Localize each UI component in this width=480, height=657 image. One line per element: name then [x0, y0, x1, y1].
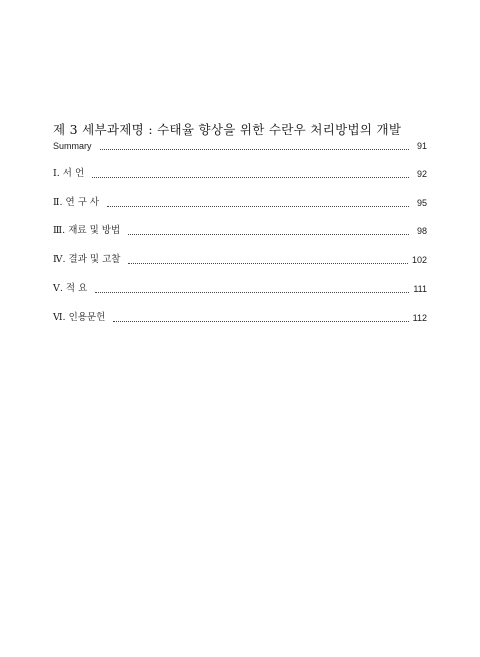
toc-entry-label: Ⅲ. 재료 및 방법: [53, 225, 121, 236]
dot-leader: [92, 177, 409, 178]
toc-entry-page: 92: [416, 169, 427, 179]
toc-entry-page: 91: [416, 141, 427, 151]
toc-entry-literature-review: [53, 196, 427, 210]
toc-entry-label: Ⅵ. 인용문헌: [53, 312, 106, 323]
dot-leader: [107, 206, 409, 207]
toc-entry-label: Summary: [53, 141, 92, 151]
toc-entry-page: 95: [416, 198, 427, 208]
dot-leader: [113, 321, 408, 322]
toc-entry-page: 111: [413, 284, 427, 294]
subproject-title: 제 3 세부과제명 : 수태율 향상을 위한 수란우 처리방법의 개발: [53, 122, 402, 137]
toc-entry-introduction: [53, 167, 427, 181]
toc-entry-abstract: [53, 282, 427, 296]
dot-leader: [128, 234, 409, 235]
dot-leader: [95, 292, 409, 293]
dot-leader: [128, 263, 408, 264]
toc-entry-references: [53, 311, 427, 325]
dot-leader: [100, 149, 409, 150]
toc-entry-label: Ⅱ. 연 구 사: [53, 197, 100, 208]
table-of-contents: [53, 139, 427, 325]
toc-entry-page: 102: [411, 255, 427, 265]
toc-entry-materials-methods: [53, 224, 427, 238]
toc-entry-label: Ⅴ. 적 요: [53, 283, 88, 294]
toc-entry-label: Ⅳ. 결과 및 고찰: [53, 254, 121, 265]
toc-entry-results-discussion: [53, 253, 427, 267]
toc-entry-page: 112: [412, 313, 427, 323]
toc-entry-page: 98: [416, 226, 427, 236]
toc-entry-summary: [53, 139, 427, 153]
toc-entry-label: Ⅰ. 서 언: [53, 168, 85, 179]
